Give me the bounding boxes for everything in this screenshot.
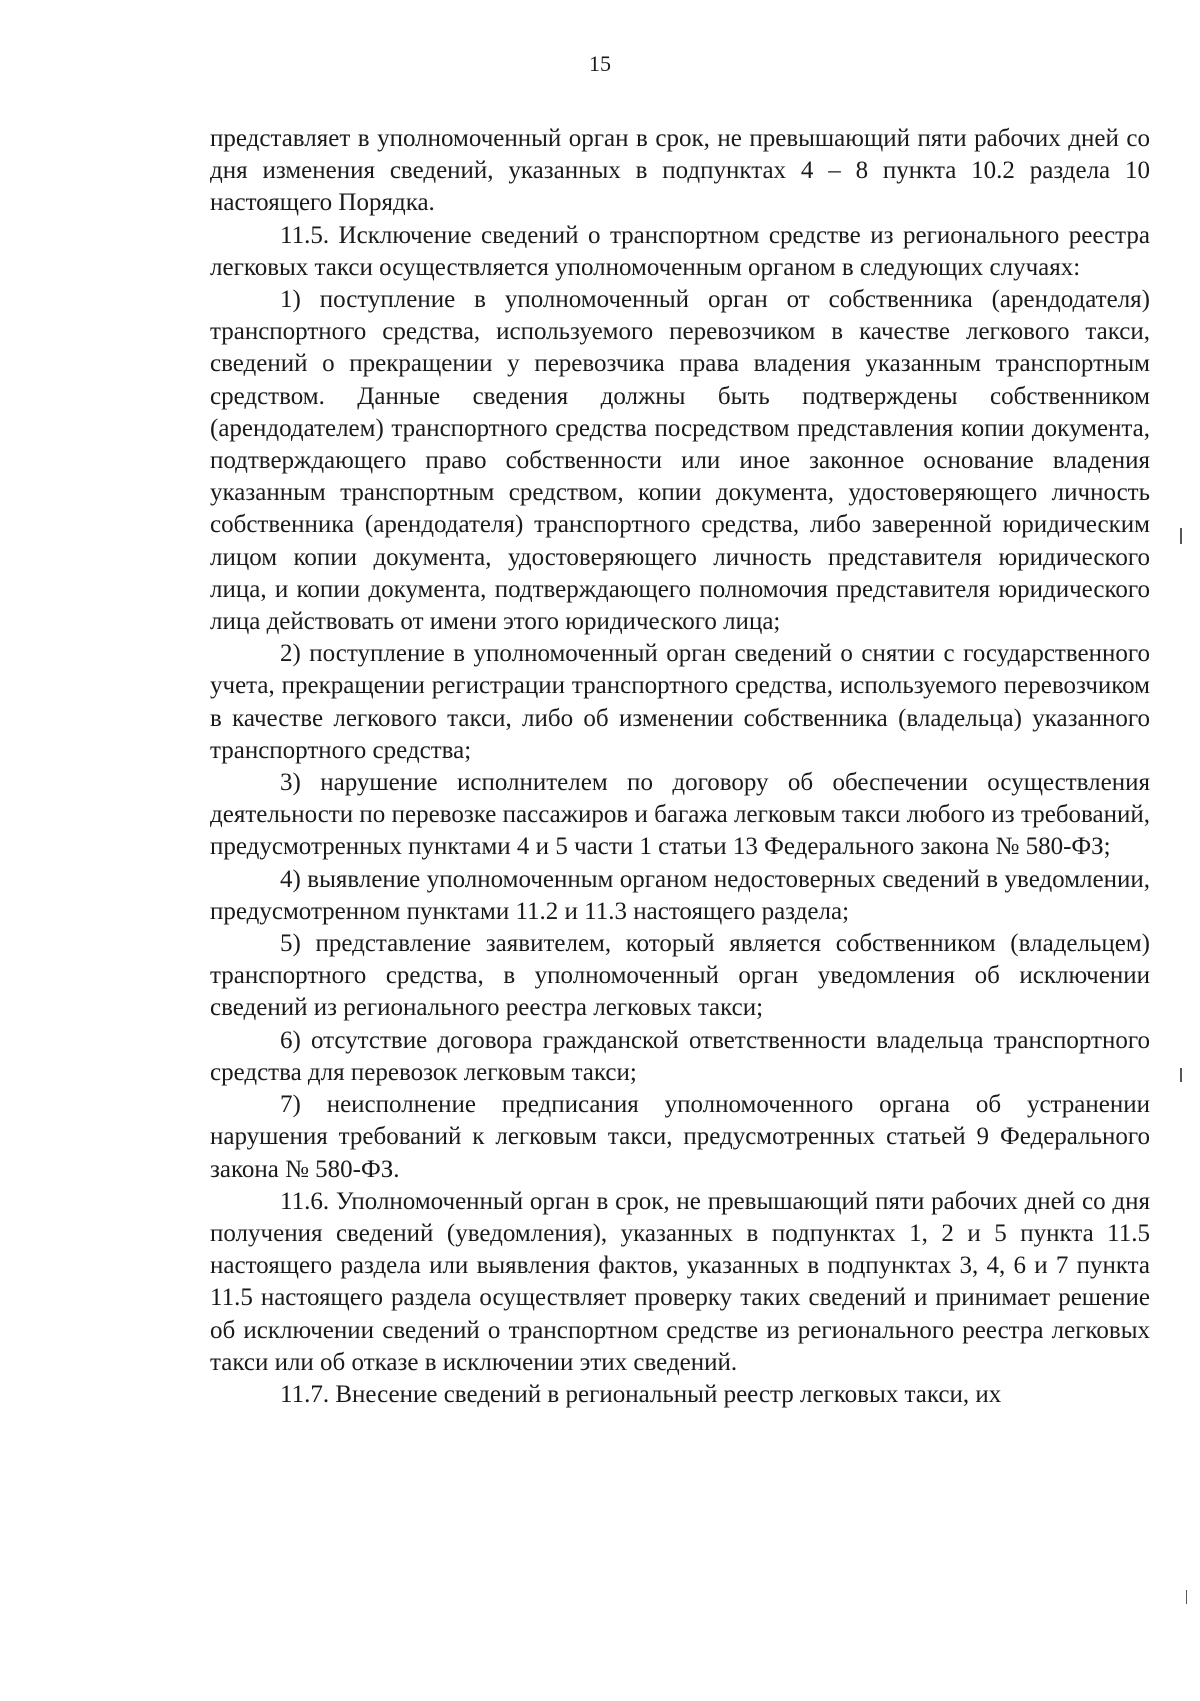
paragraph-11-5-item-4: 4) выявление уполномоченным органом недостоверных сведений в уведомлении, предусмотренном пунктами 11.2 и 11.3 настоящего раздела; bbox=[210, 865, 1150, 925]
paragraph-11-5-item-2: 2) поступление в уполномоченный орган сведений о снятии с государственного учета, прекращении регистрации транспортного средства, используемого перевозчиком в качестве легкового такси, либо об изменении собственника (владельца) указанного транспортного средства; bbox=[210, 640, 1150, 764]
paragraph-11-5-item-5: 5) представление заявителем, который является собственником (владельцем) транспортного средства, в уполномоченный орган уведомления об исключении сведений из регионального реестра легковых такси; bbox=[210, 930, 1150, 1022]
paragraph-11-5-item-6: 6) отсутствие договора гражданской ответственности владельца транспортного средства для перевозок легковым такси; bbox=[210, 1026, 1150, 1086]
page-number: 15 bbox=[589, 51, 611, 76]
paragraph-continuation: представляет в уполномоченный орган в срок, не превышающий пяти рабочих дней со дня изменения сведений, указанных в подпунктах 4 – 8 пункта 10.2 раздела 10 настоящего Порядка. bbox=[210, 125, 1150, 217]
paragraph-11-7: 11.7. Внесение сведений в региональный реестр легковых такси, их bbox=[280, 1380, 1002, 1408]
paragraph-11-5-item-7: 7) неисполнение предписания уполномоченного органа об устранении нарушения требований к легковым такси, предусмотренных статьей 9 Федерального закона № 580-ФЗ. bbox=[210, 1091, 1150, 1183]
scan-artifact-mark bbox=[1186, 1590, 1187, 1604]
scan-artifact-mark bbox=[1180, 1068, 1182, 1082]
paragraph-11-5-item-1: 1) поступление в уполномоченный орган от собственника (арендодателя) транспортного средства, используемого перевозчиком в качестве легкового такси, сведений о прекращении у перевозчика права владения указанным транспортным средством. Данные сведения должны быть подтверждены собственником (арендодателем) транспортного средства посредством представления копии документа, подтверждающего право собственности или иное законное основание владения указанным транспортным средством, копии документа, удостоверяющего личность собственника (арендодателя) транспортного средства, либо заверенной юридическим лицом копии документа, удостоверяющего личность представителя юридического лица, и копии документа, подтверждающего полномочия представителя юридического лица действовать от имени этого юридического лица; bbox=[210, 286, 1150, 636]
paragraph-11-5-item-3: 3) нарушение исполнителем по договору об обеспечении осуществления деятельности по перевозке пассажиров и багажа легковым такси любого из требований, предусмотренных пунктами 4 и 5 части 1 статьи 13 Федерального закона № 580-ФЗ; bbox=[210, 769, 1150, 861]
paragraph-11-5: 11.5. Исключение сведений о транспортном средстве из регионального реестра легковых такси осуществляется уполномоченным органом в следующих случаях: bbox=[210, 221, 1150, 281]
scan-artifact-mark bbox=[1180, 528, 1182, 544]
paragraph-11-6: 11.6. Уполномоченный орган в срок, не превышающий пяти рабочих дней со дня получения сведений (уведомления), указанных в подпунктах 1, 2 и 5 пункта 11.5 настоящего раздела или выявления фактов, указанных в подпунктах 3, 4, 6 и 7 пункта 11.5 настоящего раздела осуществляет проверку таких сведений и принимает решение об исключении сведений о транспортном средстве из регионального реестра легковых такси или об отказе в исключении этих сведений. bbox=[210, 1187, 1150, 1376]
document-body bbox=[210, 123, 1150, 1411]
